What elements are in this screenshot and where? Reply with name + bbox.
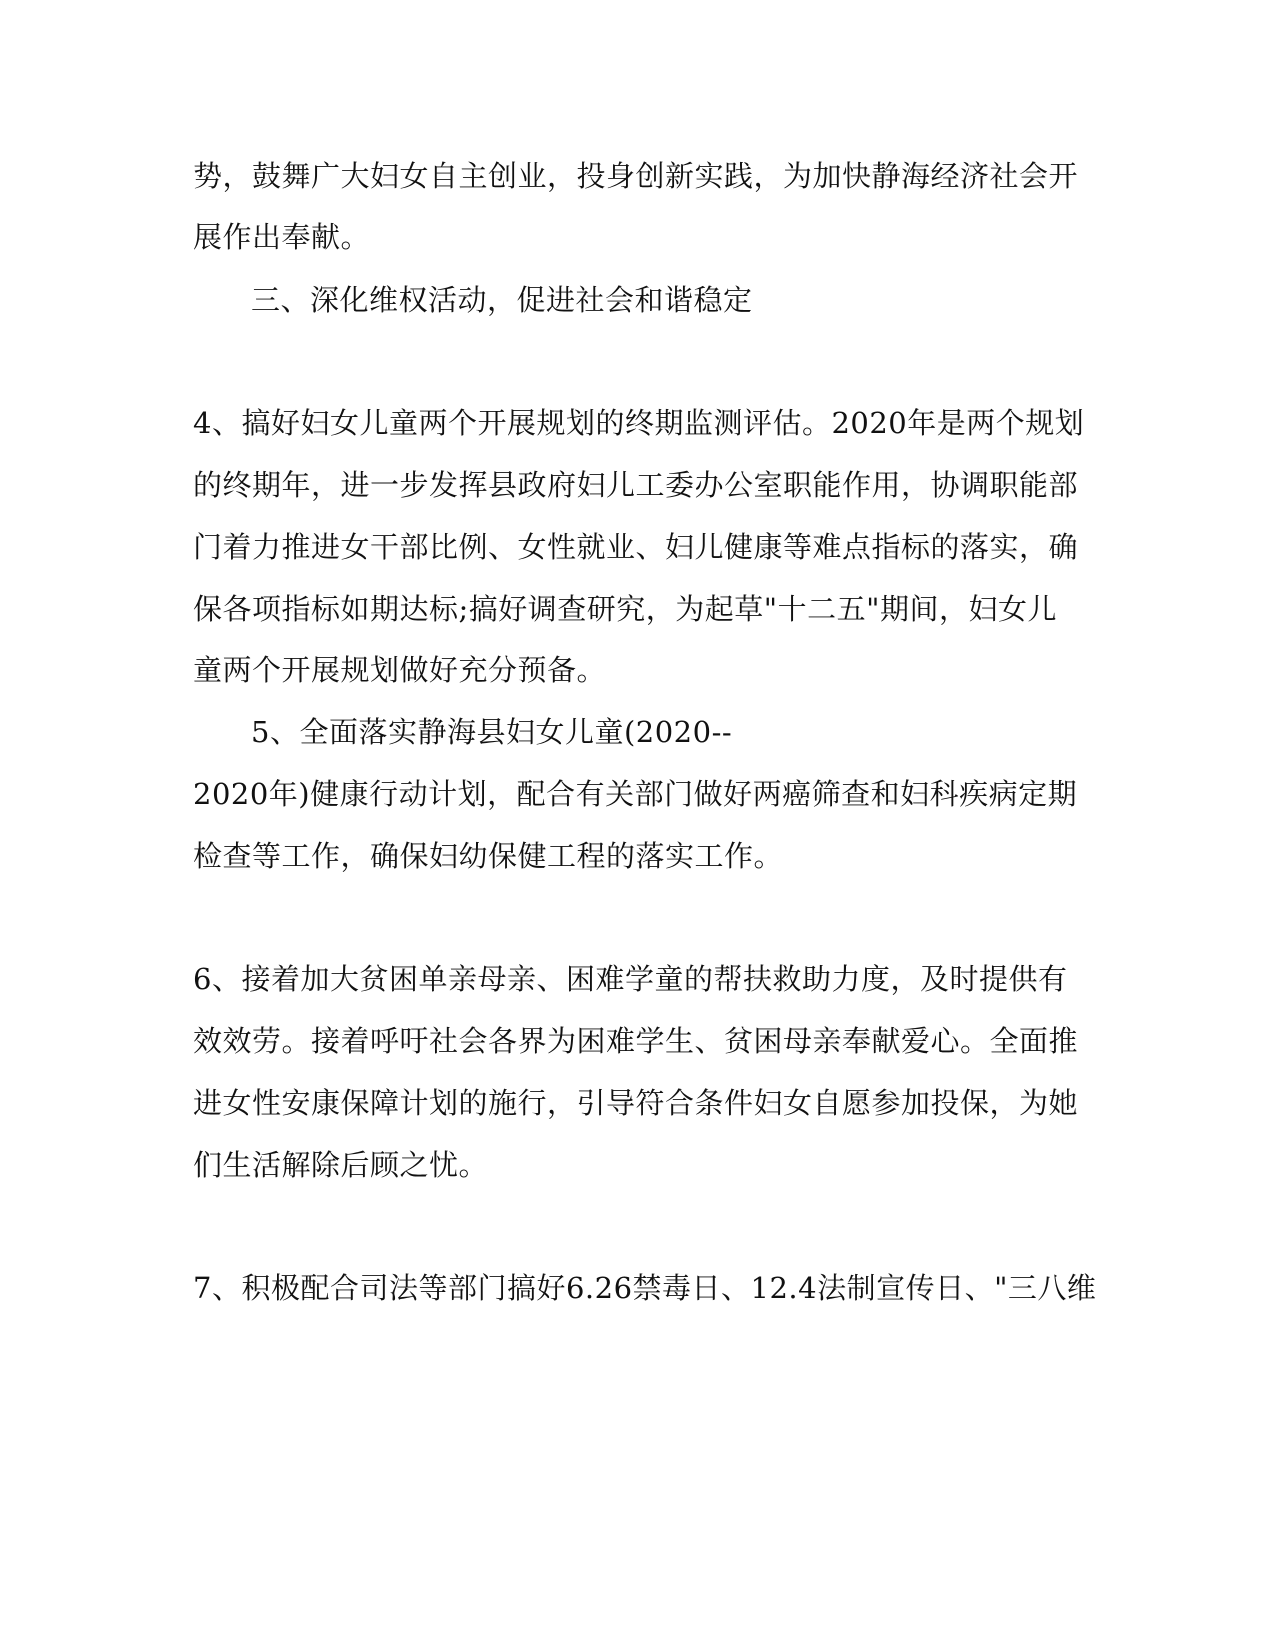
text-line: 2020年)健康行动计划，配合有关部门做好两癌筛查和妇科疾病定期 <box>193 777 1078 811</box>
text-line: 进女性安康保障计划的施行，引导符合条件妇女自愿参加投保，为她 <box>193 1086 1079 1120</box>
text-line: 门着力推进女干部比例、女性就业、妇儿健康等难点指标的落实，确 <box>193 530 1079 564</box>
text-line: 效效劳。接着呼吁社会各界为困难学生、贫困母亲奉献爱心。全面推 <box>193 1024 1079 1058</box>
text-line: 童两个开展规划做好充分预备。 <box>193 653 607 687</box>
text-line: 4、搞好妇女儿童两个开展规划的终期监测评估。2020年是两个规划 <box>193 406 1085 440</box>
text-line: 们生活解除后顾之忧。 <box>193 1148 489 1182</box>
text-line: 势，鼓舞广大妇女自主创业，投身创新实践，为加快静海经济社会开 <box>193 159 1079 193</box>
text-line: 展作出奉献。 <box>193 220 371 254</box>
text-line: 6、接着加大贫困单亲母亲、困难学童的帮扶救助力度，及时提供有 <box>193 962 1068 996</box>
text-line: 保各项指标如期达标;搞好调查研究，为起草"十二五"期间，妇女儿 <box>193 592 1057 626</box>
section-heading: 三、深化维权活动，促进社会和谐稳定 <box>251 283 753 317</box>
text-line: 检查等工作，确保妇幼保健工程的落实工作。 <box>193 839 784 873</box>
text-line: 的终期年，进一步发挥县政府妇儿工委办公室职能作用，协调职能部 <box>193 468 1079 502</box>
text-line: 7、积极配合司法等部门搞好6.26禁毒日、12.4法制宣传日、"三八维 <box>193 1271 1097 1305</box>
text-line: 5、全面落实静海县妇女儿童(2020-- <box>251 715 733 749</box>
